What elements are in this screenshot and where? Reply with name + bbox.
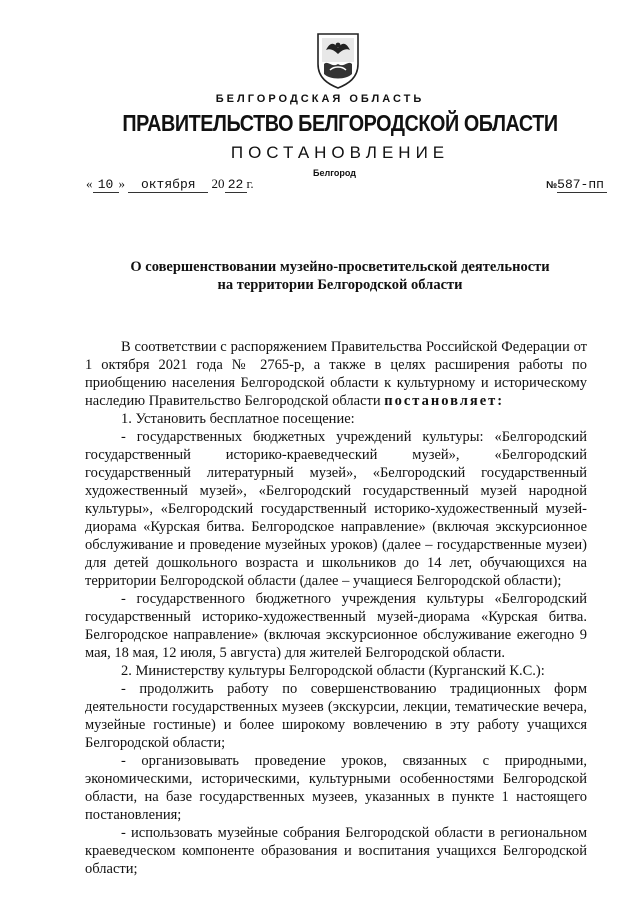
document-body (85, 338, 587, 878)
clause-2-item-2: - организовывать проведение уроков, связанных с природными, экономическими, историческими, культурными особенностями Белгородской области, на базе государственных музеев, указанных в пункте 1 настоящего постановления; (85, 753, 587, 823)
coat-of-arms-icon (312, 28, 364, 90)
intro-text: В соответствии с распоряжением Правительства Российской Федерации от 1 октября 2021 года № 2765-р, а также в целях расширения работы по приобщению населения Белгородской области к культурному и историческому наследию Правительство Белгородской области (85, 339, 587, 409)
document-title (100, 258, 580, 294)
title-line-2: на территории Белгородской области (217, 277, 463, 293)
city-name: Белгород (313, 168, 356, 178)
document-date (86, 176, 254, 193)
document-number (546, 176, 607, 193)
clause-2-item-3: - использовать музейные собрания Белгородской области в региональном краеведческом компоненте образования и воспитания учащихся Белгородской области; (85, 825, 587, 877)
date-month: октября (128, 177, 208, 193)
clause-1-item-1: - государственных бюджетных учреждений культуры: «Белгородский государственный историко-краеведческий музей», «Белгородский государственный литературный музей», «Белгородский государственный художественный музей», «Белгородский государственный музей народной культуры», «Белгородский государственный историко-художественный музей-диорама «Курская битва. Белгородское направление» (включая экскурсионное обслуживание и проведение музейных уроков) (далее – государственные музеи) для детей дошкольного возраста и школьников до 14 лет, обучающихся на территории Белгородской области (далее – учащиеся Белгородской области); (85, 429, 587, 589)
date-year-abbr: г. (246, 176, 254, 191)
clause-1-heading: 1. Установить бесплатное посещение: (121, 411, 355, 427)
region-name: БЕЛГОРОДСКАЯ ОБЛАСТЬ (215, 93, 425, 105)
title-line-1: О совершенствовании музейно-просветительской деятельности (130, 259, 550, 275)
number-value: 587-пп (557, 177, 607, 193)
date-day: 10 (93, 177, 119, 193)
government-name: ПРАВИТЕЛЬСТВО БЕЛГОРОДСКОЙ ОБЛАСТИ (122, 110, 558, 136)
clause-2-heading: 2. Министерству культуры Белгородской области (Курганский К.С.): (121, 663, 545, 679)
date-quote-close: » (118, 176, 125, 191)
document-type: ПОСТАНОВЛЕНИЕ (230, 143, 450, 162)
resolves-word: постановляет: (384, 393, 505, 409)
clause-1-item-2: - государственного бюджетного учреждения культуры «Белгородский государственный историко-художественный музей-диорама «Курская битва. Белгородское направление» (включая экскурсионное обслуживание ежегодно 9 мая, 18 мая, 12 июля, 5 августа) для жителей Белгородской области. (85, 591, 587, 661)
date-year-prefix: 20 (211, 176, 225, 191)
date-quote-open: « (86, 176, 93, 191)
clause-2-item-1: - продолжить работу по совершенствованию традиционных форм деятельности государственных музеев (экскурсии, лекции, тематические вечера, музейные гостиные) и более широкому вовлечению в эту работу учащихся Белгородской области; (85, 681, 587, 751)
intro-paragraph (85, 338, 587, 410)
date-year: 22 (225, 177, 247, 193)
number-label: № (546, 180, 558, 191)
